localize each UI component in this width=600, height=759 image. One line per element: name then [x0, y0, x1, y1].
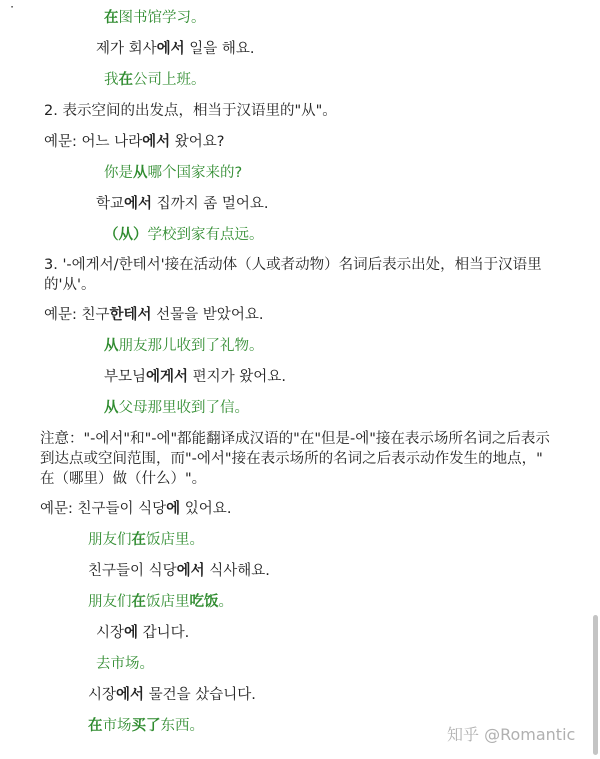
line-example-restaurant-ko	[40, 500, 231, 518]
line-text: 일을 해요.	[184, 41, 255, 57]
section-2-heading: 2. 表示空间的出发点，相当于汉语里的"从"。	[44, 103, 337, 119]
line-text: 哪个国家来的?	[147, 165, 243, 181]
line-text: 东西。	[160, 718, 204, 734]
line-text: 물건을 샀습니다.	[144, 687, 256, 703]
line-example-gift-zh	[104, 337, 264, 355]
line-example-school-ko	[96, 195, 269, 213]
corner-mark-left: ᐧ	[10, 0, 14, 16]
highlight-word: 에게서	[146, 369, 189, 385]
highlight-word: 에서	[124, 196, 153, 212]
highlight-word: 买了	[131, 718, 161, 734]
note-line2: 到达点或空间范围，而"-에서"接在表示场所的名词之后表示动作发生的地点，"	[40, 451, 543, 467]
line-example-school-zh	[104, 226, 264, 244]
line-text: 公司上班。	[133, 72, 206, 88]
line-text: 집까지 좀 멀어요.	[152, 196, 269, 212]
line-text: 갑니다.	[138, 625, 190, 641]
line-text: 친구들이 식당	[88, 563, 177, 579]
note-line3: 在（哪里）做（什么）"。	[40, 471, 207, 487]
highlight-word: 在	[118, 72, 133, 88]
line-example-gift-ko	[44, 306, 263, 324]
note-line1: 注意："-에서"和"-에"都能翻译成汉语的"在"但是-에"接在表示场所名词之后表示	[40, 431, 550, 447]
line-text: 제가 회사	[96, 41, 157, 57]
highlight-word: 에서	[142, 134, 171, 150]
line-text: 。	[218, 594, 233, 610]
line-text: 학교	[96, 196, 125, 212]
line-text: 饭店里	[146, 594, 190, 610]
line-text: 있어요.	[180, 501, 232, 517]
line-text: 예문: 친구들이 식당	[40, 501, 167, 517]
line-library-study	[104, 9, 206, 27]
highlight-word: 에	[166, 501, 181, 517]
line-example-company-zh	[104, 71, 206, 89]
highlight-word: 从	[104, 400, 119, 416]
line-text: 饭店里。	[146, 532, 204, 548]
highlight-word: 에서	[116, 687, 145, 703]
line-text: 선물을 받았어요.	[151, 307, 264, 323]
line-example-meal-ko	[88, 562, 270, 580]
highlight-word: 에서	[156, 41, 185, 57]
line-text: 朋友那儿收到了礼物。	[118, 338, 264, 354]
scrollbar[interactable]	[593, 615, 598, 755]
highlight-word: 에	[124, 625, 139, 641]
section-3-heading-line2: 的'从'。	[44, 277, 96, 293]
line-text: 편지가 왔어요.	[188, 369, 286, 385]
line-text: 朋友们	[88, 532, 132, 548]
line-example-market-zh: 去市场。	[96, 656, 154, 672]
line-text: 学校到家有点远。	[147, 227, 264, 243]
line-text: 图书馆学习。	[118, 10, 206, 26]
highlight-word: 在	[131, 532, 146, 548]
highlight-word: 从	[133, 165, 148, 181]
highlight-word: 在	[104, 10, 119, 26]
highlight-word: 에서	[176, 563, 205, 579]
line-example-letter-zh	[104, 399, 249, 417]
section-3-heading-line1: 3. '-에게서/한테서'接在活动体（人或者动物）名词后表示出处，相当于汉语里	[44, 257, 542, 273]
highlight-word: 한테서	[109, 307, 152, 323]
line-example-meal-zh	[88, 593, 233, 611]
line-example-letter-ko	[104, 368, 286, 386]
line-text: 父母那里收到了信。	[118, 400, 249, 416]
highlight-word: （从）	[104, 227, 148, 243]
line-text: 市场	[102, 718, 132, 734]
highlight-word: 在	[88, 718, 103, 734]
highlight-word: 吃饭	[189, 594, 219, 610]
highlight-word: 从	[104, 338, 119, 354]
line-example-buy-zh	[88, 717, 204, 735]
watermark: 知乎 @Romantic	[447, 725, 576, 744]
line-text: 朋友们	[88, 594, 132, 610]
line-text: 부모님	[104, 369, 147, 385]
line-text: 你是	[104, 165, 133, 181]
line-example-country-ko	[44, 133, 225, 151]
line-text: 시장	[88, 687, 117, 703]
line-text: 예문: 친구	[44, 307, 110, 323]
line-example-restaurant-zh	[88, 531, 204, 549]
line-text: 시장	[96, 625, 125, 641]
highlight-word: 在	[131, 594, 146, 610]
line-text: 식사해요.	[204, 563, 270, 579]
line-text: 我	[104, 72, 119, 88]
line-example-market-ko	[96, 624, 189, 642]
line-example-company-ko	[96, 40, 255, 58]
line-text: 예문: 어느 나라	[44, 134, 143, 150]
line-text: 왔어요?	[170, 134, 225, 150]
line-example-country-zh	[104, 164, 242, 182]
line-example-buy-ko	[88, 686, 256, 704]
